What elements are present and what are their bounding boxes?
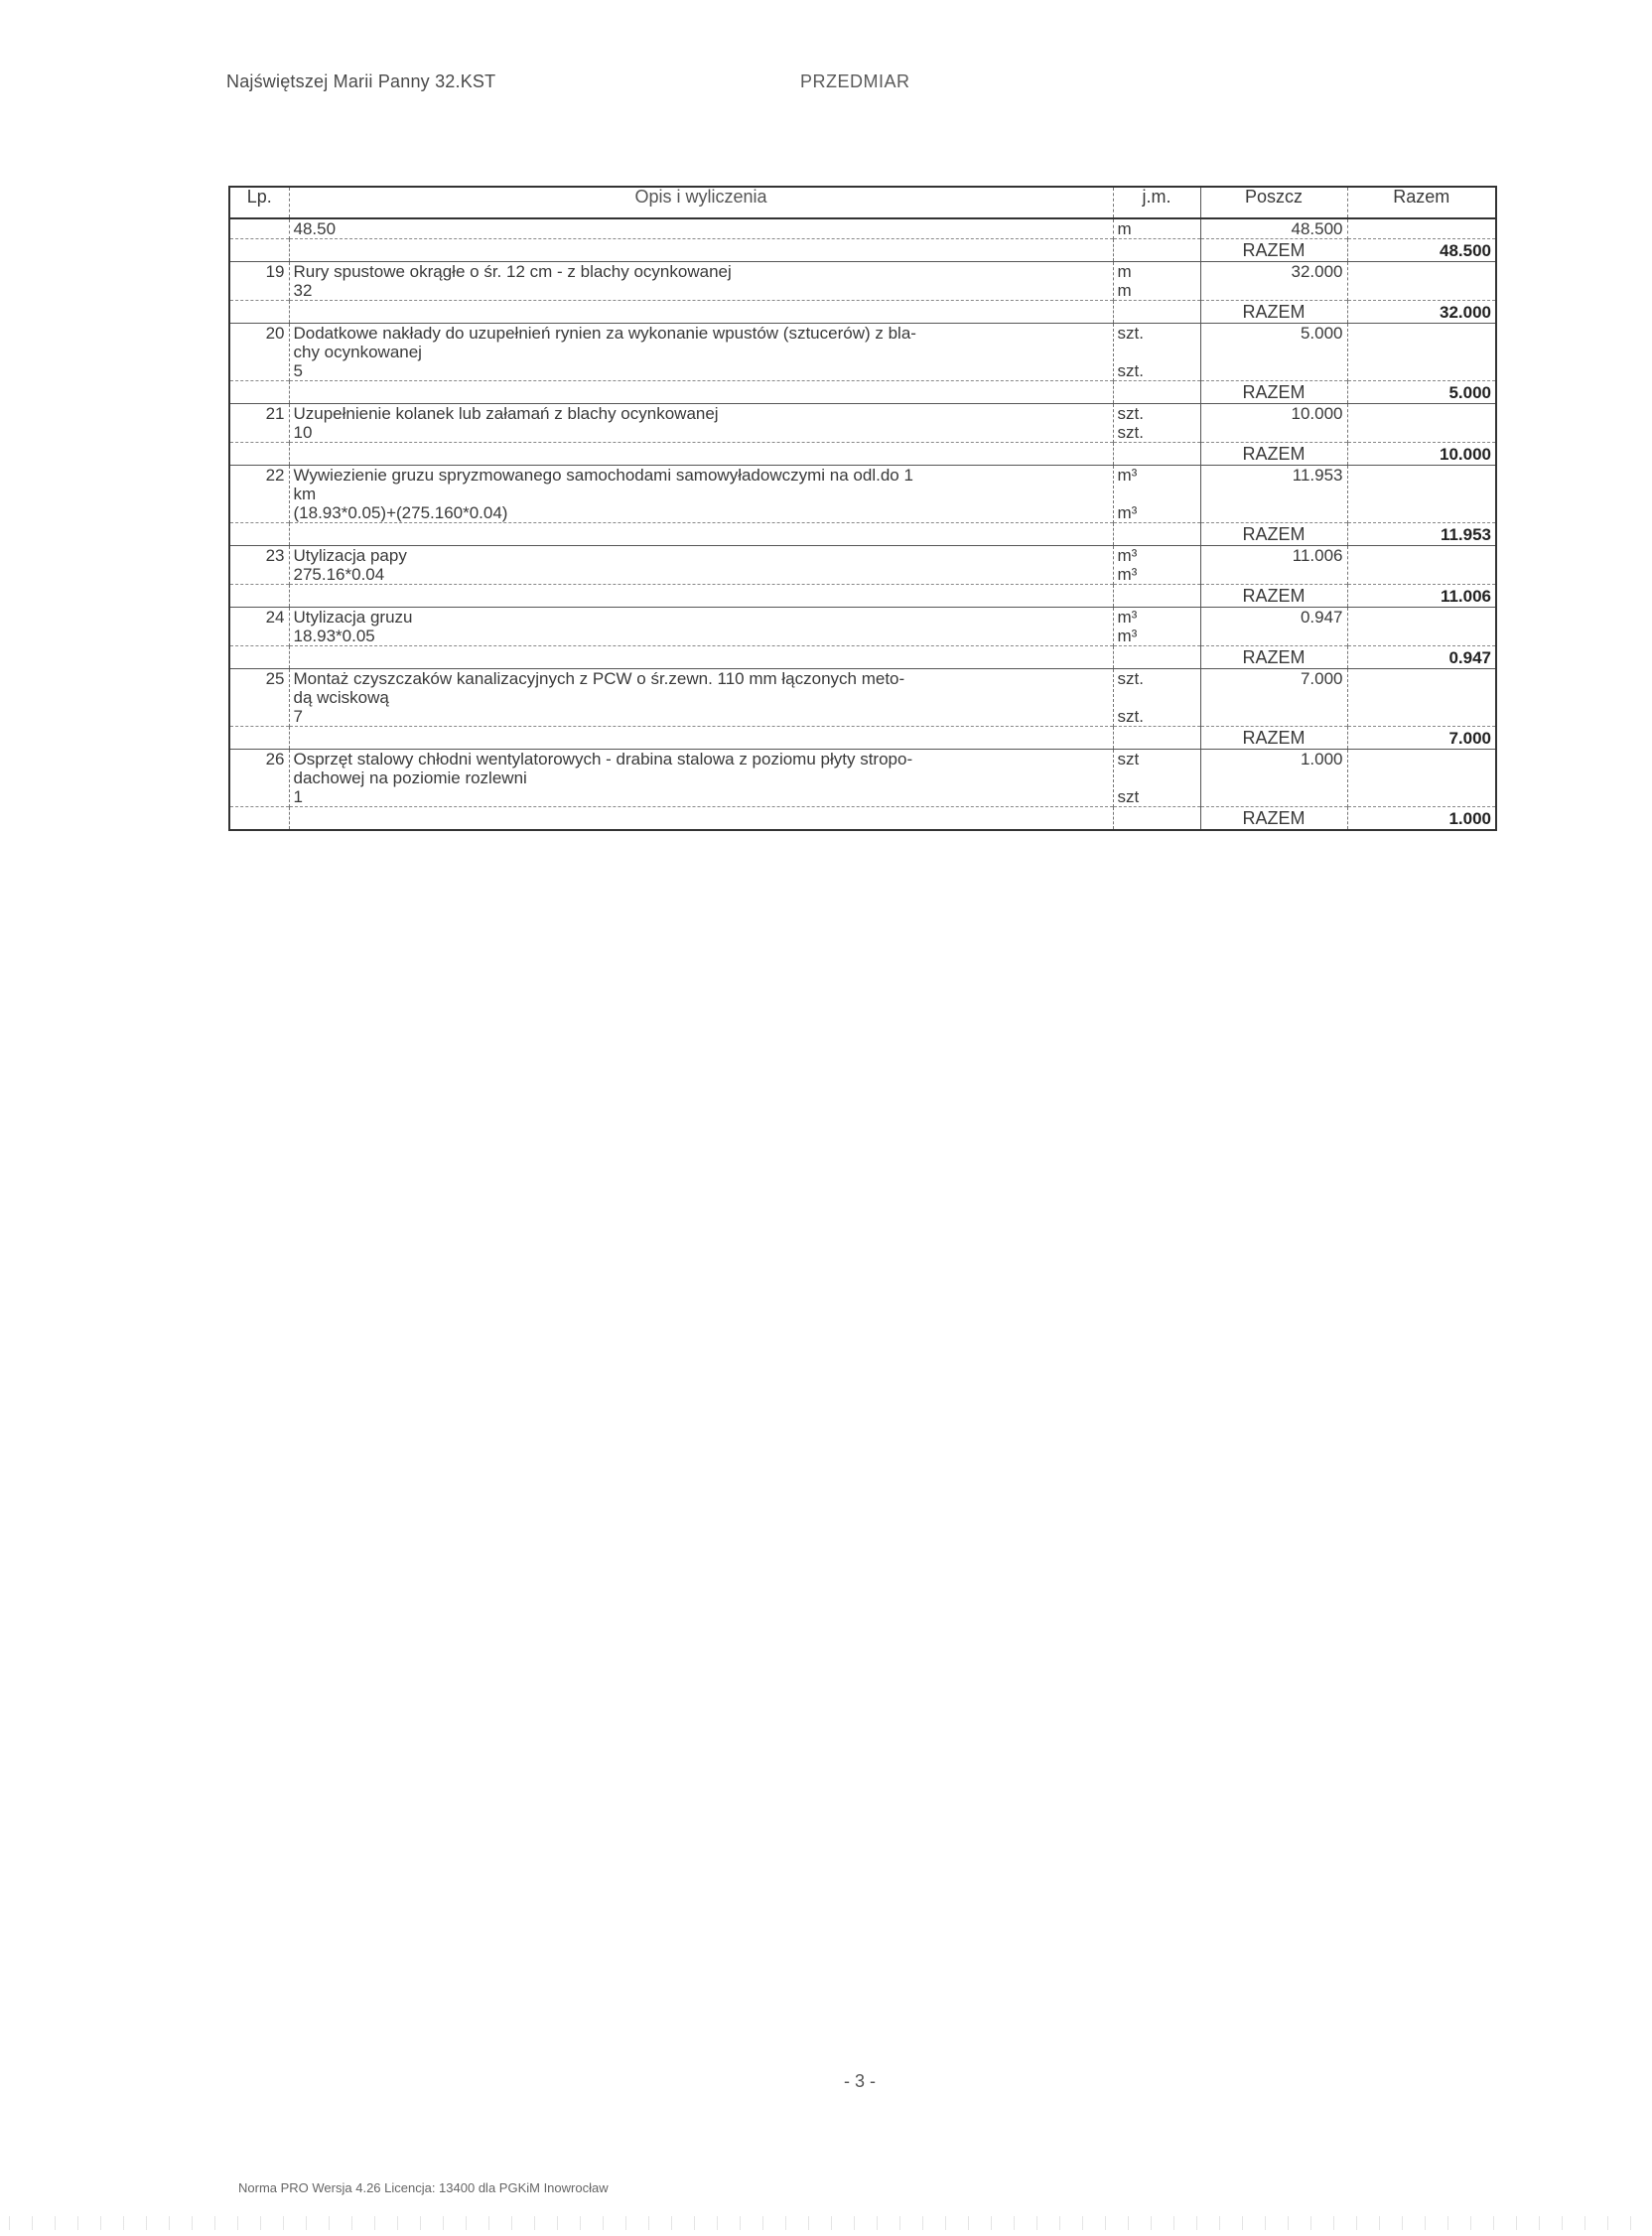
row-lp xyxy=(229,218,289,239)
sum-value: 7.000 xyxy=(1347,727,1496,750)
table-row xyxy=(229,466,1496,523)
document-header-center: PRZEDMIAR xyxy=(800,71,910,91)
row-poszcz: 48.500 xyxy=(1200,218,1347,239)
sum-label: RAZEM xyxy=(1200,381,1347,404)
row-lp: 21 xyxy=(229,404,289,443)
row-jm: m xyxy=(1113,218,1200,239)
row-jm: m³ m³ xyxy=(1113,608,1200,646)
row-poszcz: 11.006 xyxy=(1200,546,1347,585)
row-lp: 24 xyxy=(229,608,289,646)
sum-label: RAZEM xyxy=(1200,523,1347,546)
row-jm: szt. szt. xyxy=(1113,324,1200,381)
sum-row xyxy=(229,807,1496,831)
sum-label: RAZEM xyxy=(1200,301,1347,324)
row-razem xyxy=(1347,262,1496,301)
sum-value: 1.000 xyxy=(1347,807,1496,831)
sum-row xyxy=(229,301,1496,324)
row-opis: Rury spustowe okrągłe o śr. 12 cm - z blachy ocynkowanej 32 xyxy=(289,262,1113,301)
row-lp: 22 xyxy=(229,466,289,523)
row-jm: szt. szt. xyxy=(1113,669,1200,727)
przedmiar-table xyxy=(228,186,1497,831)
row-opis: Osprzęt stalowy chłodni wentylatorowych - drabina stalowa z poziomu płyty stropo- dachowej na poziomie rozlewni 1 xyxy=(289,750,1113,807)
sum-row xyxy=(229,727,1496,750)
sum-label: RAZEM xyxy=(1200,585,1347,608)
row-poszcz: 11.953 xyxy=(1200,466,1347,523)
table-header-row xyxy=(229,187,1496,218)
row-lp: 25 xyxy=(229,669,289,727)
row-jm: szt szt xyxy=(1113,750,1200,807)
sum-value: 0.947 xyxy=(1347,646,1496,669)
sum-row xyxy=(229,646,1496,669)
sum-row xyxy=(229,381,1496,404)
sum-label: RAZEM xyxy=(1200,807,1347,831)
table-row xyxy=(229,669,1496,727)
row-jm: m³ m³ xyxy=(1113,546,1200,585)
software-footer: Norma PRO Wersja 4.26 Licencja: 13400 dla PGKiM Inowrocław xyxy=(238,2180,609,2195)
column-header-razem: Razem xyxy=(1347,187,1496,218)
row-opis: Dodatkowe nakłady do uzupełnień rynien za wykonanie wpustów (sztucerów) z bla- chy ocynkowanej 5 xyxy=(289,324,1113,381)
sum-row xyxy=(229,585,1496,608)
row-lp: 20 xyxy=(229,324,289,381)
sum-row xyxy=(229,239,1496,262)
sum-label: RAZEM xyxy=(1200,443,1347,466)
row-lp: 19 xyxy=(229,262,289,301)
row-lp: 23 xyxy=(229,546,289,585)
sum-value: 5.000 xyxy=(1347,381,1496,404)
sum-value: 10.000 xyxy=(1347,443,1496,466)
column-header-lp: Lp. xyxy=(229,187,289,218)
row-lp: 26 xyxy=(229,750,289,807)
sum-value: 11.953 xyxy=(1347,523,1496,546)
sum-label: RAZEM xyxy=(1200,646,1347,669)
row-razem xyxy=(1347,218,1496,239)
table-row xyxy=(229,324,1496,381)
row-opis: Utylizacja gruzu 18.93*0.05 xyxy=(289,608,1113,646)
page-number: - 3 - xyxy=(844,2071,877,2091)
sum-value: 48.500 xyxy=(1347,239,1496,262)
table-row xyxy=(229,750,1496,807)
row-razem xyxy=(1347,750,1496,807)
row-opis: Utylizacja papy 275.16*0.04 xyxy=(289,546,1113,585)
row-opis: Wywiezienie gruzu spryzmowanego samochodami samowyładowczymi na odl.do 1 km (18.93*0.05)+(275.160*0.04) xyxy=(289,466,1113,523)
table-row xyxy=(229,546,1496,585)
document-header-title: Najświętszej Marii Panny 32.KST xyxy=(226,71,496,91)
row-poszcz: 5.000 xyxy=(1200,324,1347,381)
column-header-opis: Opis i wyliczenia xyxy=(289,187,1113,218)
row-poszcz: 1.000 xyxy=(1200,750,1347,807)
row-poszcz: 10.000 xyxy=(1200,404,1347,443)
row-razem xyxy=(1347,404,1496,443)
table-row xyxy=(229,608,1496,646)
row-jm: szt. szt. xyxy=(1113,404,1200,443)
row-opis: 48.50 xyxy=(289,218,1113,239)
row-poszcz: 32.000 xyxy=(1200,262,1347,301)
column-header-jm: j.m. xyxy=(1113,187,1200,218)
row-poszcz: 7.000 xyxy=(1200,669,1347,727)
row-opis: Montaż czyszczaków kanalizacyjnych z PCW o śr.zewn. 110 mm łączonych meto- dą wciskową 7 xyxy=(289,669,1113,727)
sum-row xyxy=(229,523,1496,546)
row-opis: Uzupełnienie kolanek lub załamań z blachy ocynkowanej 10 xyxy=(289,404,1113,443)
row-jm: m m xyxy=(1113,262,1200,301)
row-razem xyxy=(1347,466,1496,523)
row-razem xyxy=(1347,608,1496,646)
sum-label: RAZEM xyxy=(1200,239,1347,262)
row-razem xyxy=(1347,324,1496,381)
row-razem xyxy=(1347,546,1496,585)
row-razem xyxy=(1347,669,1496,727)
table-row xyxy=(229,262,1496,301)
table-row xyxy=(229,404,1496,443)
sum-row xyxy=(229,443,1496,466)
row-jm: m³ m³ xyxy=(1113,466,1200,523)
column-header-poszcz: Poszcz xyxy=(1200,187,1347,218)
scan-noise xyxy=(0,2216,1652,2230)
sum-value: 11.006 xyxy=(1347,585,1496,608)
sum-value: 32.000 xyxy=(1347,301,1496,324)
row-poszcz: 0.947 xyxy=(1200,608,1347,646)
sum-label: RAZEM xyxy=(1200,727,1347,750)
table-row xyxy=(229,218,1496,239)
